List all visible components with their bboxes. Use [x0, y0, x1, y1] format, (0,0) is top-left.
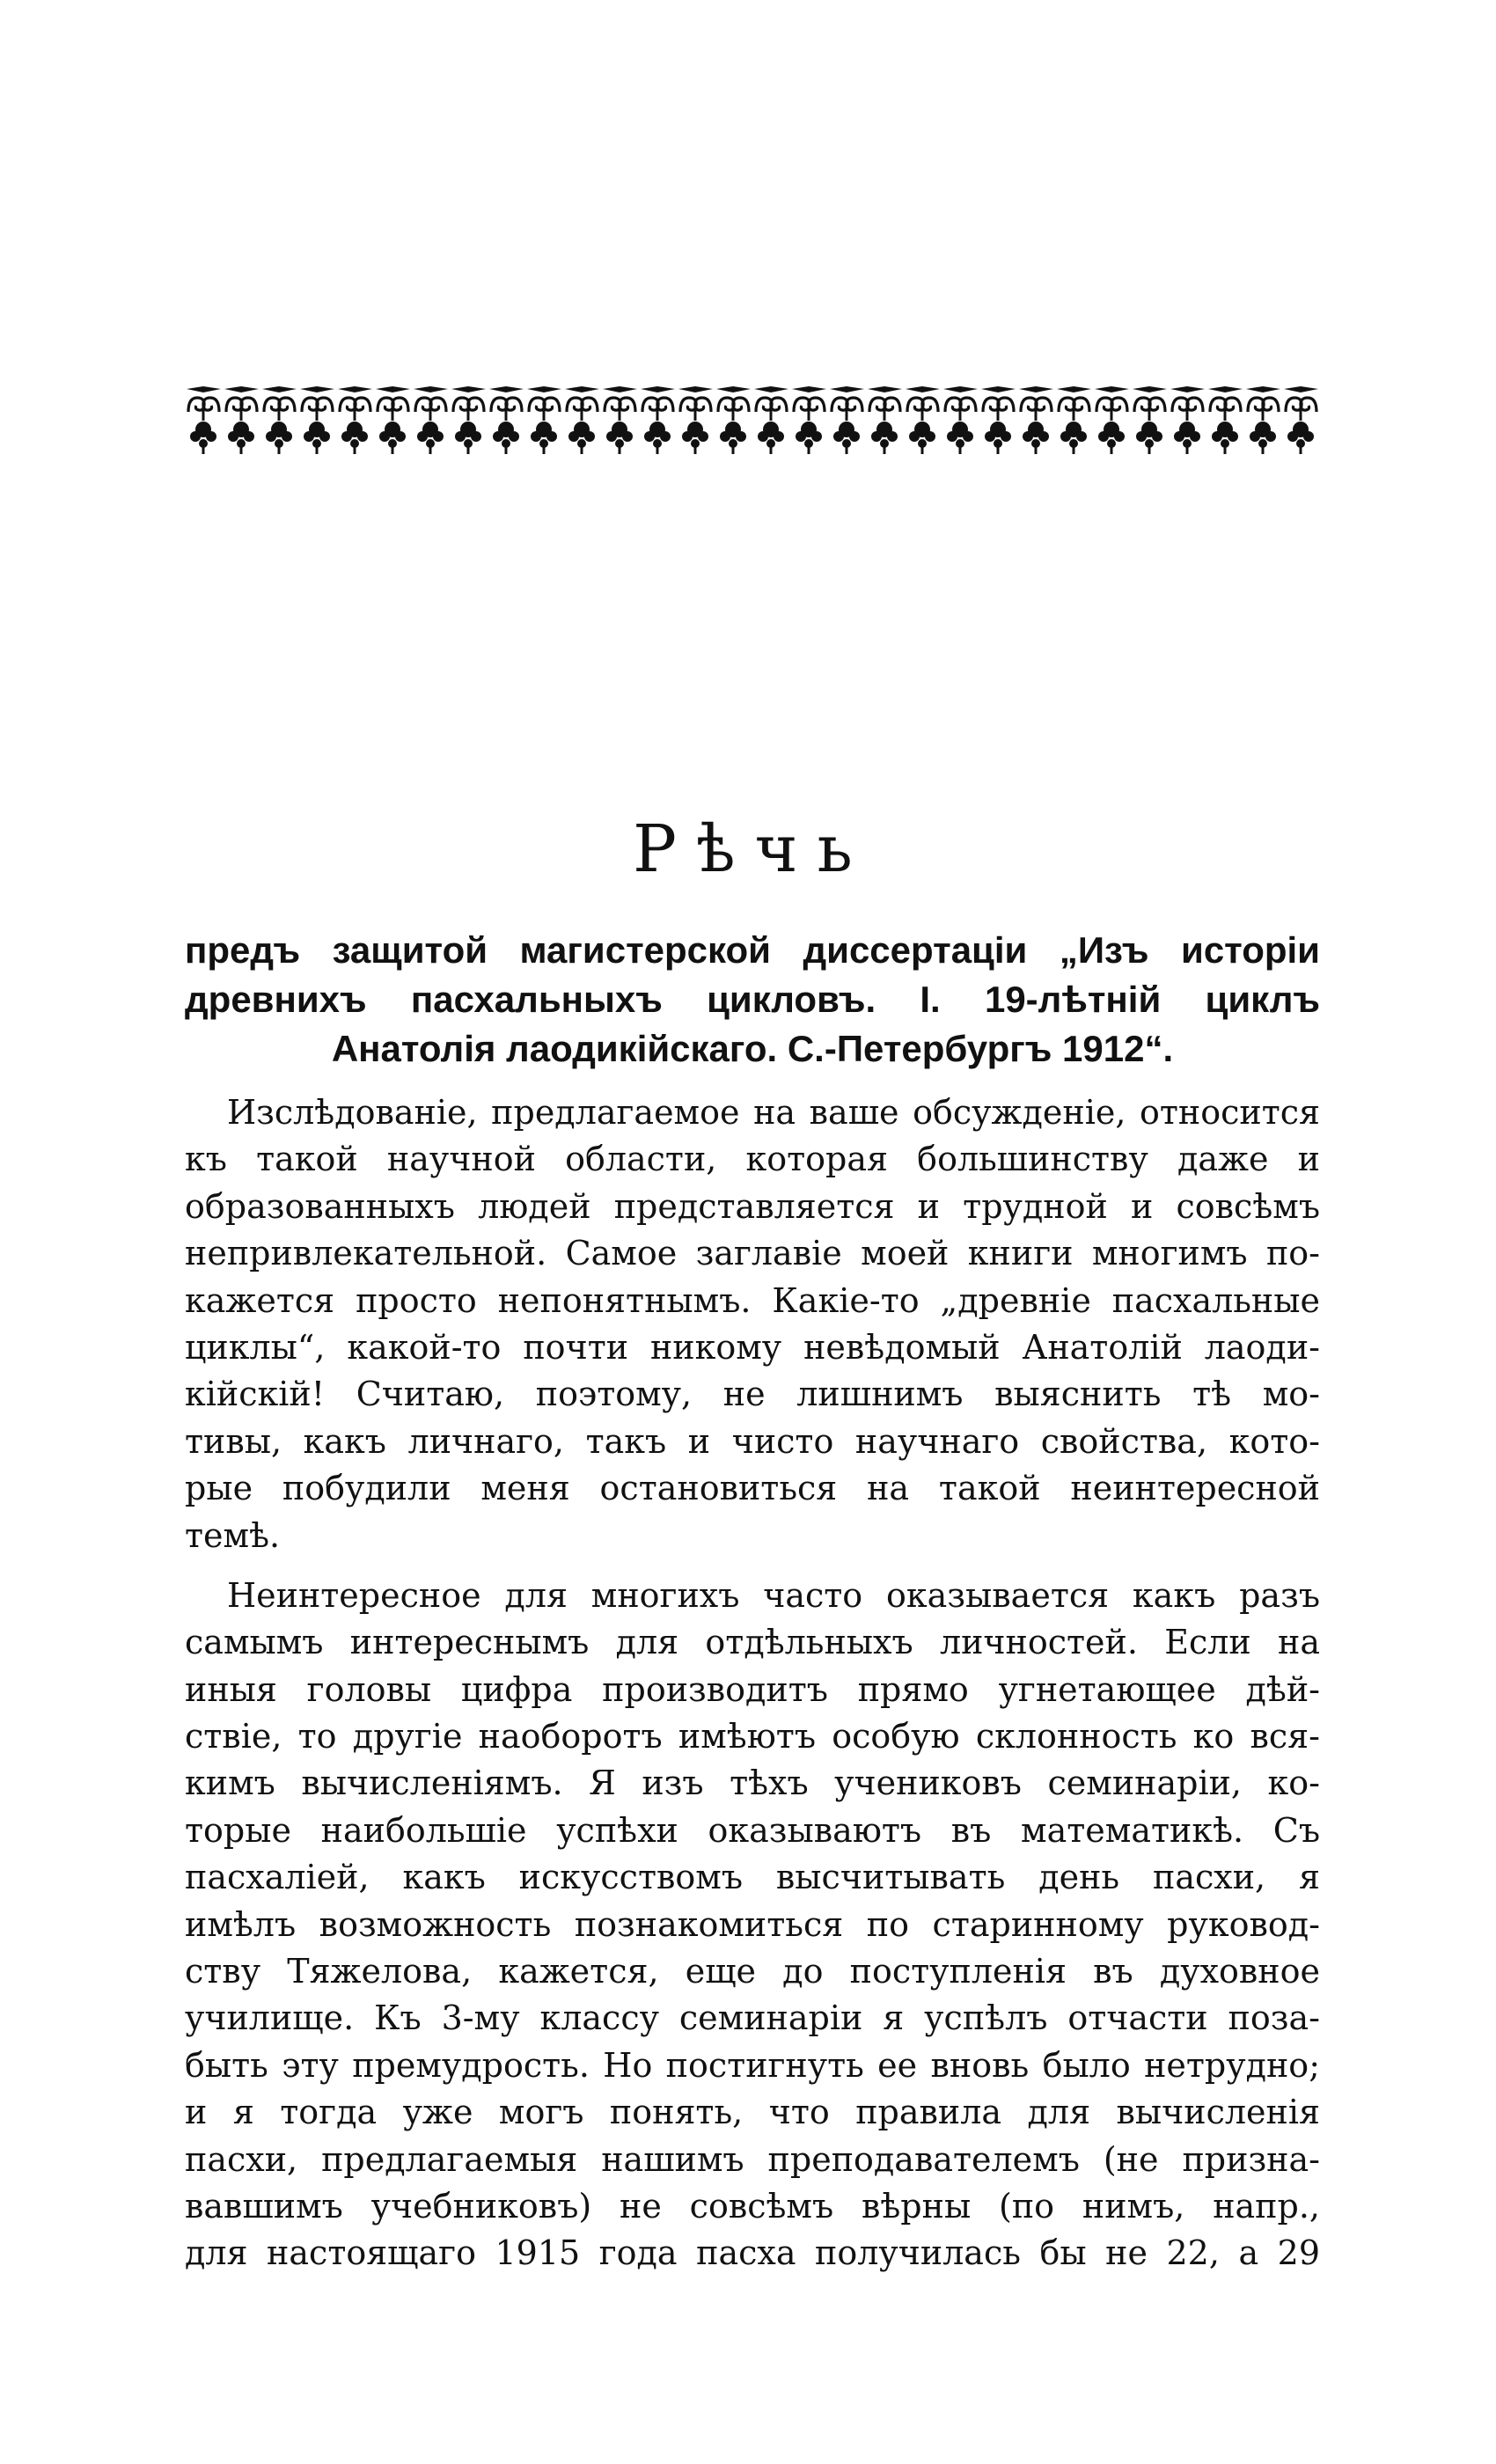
text-line: образованныхъ людей представляется и трудной и совсѣмъ [185, 1186, 1320, 1226]
text-line: темѣ. [185, 1515, 281, 1555]
text-line: рые побудили меня остановиться на такой неинтересной [185, 1469, 1320, 1508]
text-line: тивы, какъ личнаго, такъ и чисто научнаго свойства, кото- [185, 1421, 1320, 1461]
text-line: кійскій! Считаю, поэтому, не лишнимъ выяснить тѣ мо- [185, 1375, 1320, 1414]
subtitle-line: предъ защитой магистерской диссертаціи „Изъ исторіи [185, 929, 1320, 971]
text-line: для настоящаго 1915 года пасха получилась бы не 22, а 29 [185, 2233, 1320, 2273]
text-line: вавшимъ учебниковъ) не совсѣмъ вѣрны (по нимъ, напр., [185, 2186, 1320, 2226]
text-line: пасхи, предлагаемыя нашимъ преподавателемъ (не призна- [185, 2139, 1320, 2179]
text-line: циклы“, какой-то почти никому невѣдомый Анатолій лаоди- [185, 1327, 1320, 1367]
text-line: ству Тяжелова, кажется, еще до поступленія въ духовное [185, 1952, 1320, 1991]
text-line: непривлекательной. Самое заглавіе моей книги многимъ по- [185, 1234, 1320, 1273]
text-line: имѣлъ возможность познакомиться по старинному руковод- [185, 1904, 1320, 1944]
text-line: и я тогда уже могъ понять, что правила для вычисленія [185, 2093, 1320, 2132]
text-line: пасхаліей, какъ искусствомъ высчитывать день пасхи, я [185, 1858, 1320, 1897]
paragraph [185, 1573, 1320, 2277]
text-line: самымъ интереснымъ для отдѣльныхъ личностей. Если на [185, 1623, 1320, 1662]
text-line: ствіе, то другіе наоборотъ имѣютъ особую склонность ко вся- [185, 1717, 1320, 1756]
dissertation-subtitle [185, 926, 1320, 1074]
subtitle-line: древнихъ пасхальныхъ цикловъ. I. 19-лѣтній циклъ [185, 979, 1320, 1020]
decorative-ornament-band [185, 385, 1320, 456]
text-line: торые наибольшіе успѣхи оказываютъ въ математикѣ. Съ [185, 1810, 1320, 1850]
text-line: Изслѣдованіе, предлагаемое на ваше обсужденіе, относится [227, 1093, 1320, 1132]
speech-body [185, 1089, 1320, 2277]
paragraph [185, 1089, 1320, 1559]
subtitle-line: Анатолія лаодикійскаго. С.-Петербургъ 1912“. [331, 1028, 1174, 1069]
text-line: училище. Къ 3-му классу семинаріи я успѣлъ отчасти поза- [185, 1998, 1320, 2038]
page-heading: Рѣчь [633, 811, 872, 887]
text-line: быть эту премудрость. Но постигнуть ее вновь было нетрудно; [185, 2045, 1320, 2085]
text-line: кажется просто непонятнымъ. Какіе-то „древніе пасхальные [185, 1280, 1320, 1320]
text-line: Неинтересное для многихъ часто оказывается какъ разъ [227, 1575, 1320, 1615]
text-line: къ такой научной области, которая большинству даже и [185, 1140, 1320, 1179]
text-line: иныя головы цифра производитъ прямо угнетающее дѣй- [185, 1669, 1320, 1709]
text-line: кимъ вычисленіямъ. Я изъ тѣхъ учениковъ семинаріи, ко- [185, 1764, 1320, 1803]
